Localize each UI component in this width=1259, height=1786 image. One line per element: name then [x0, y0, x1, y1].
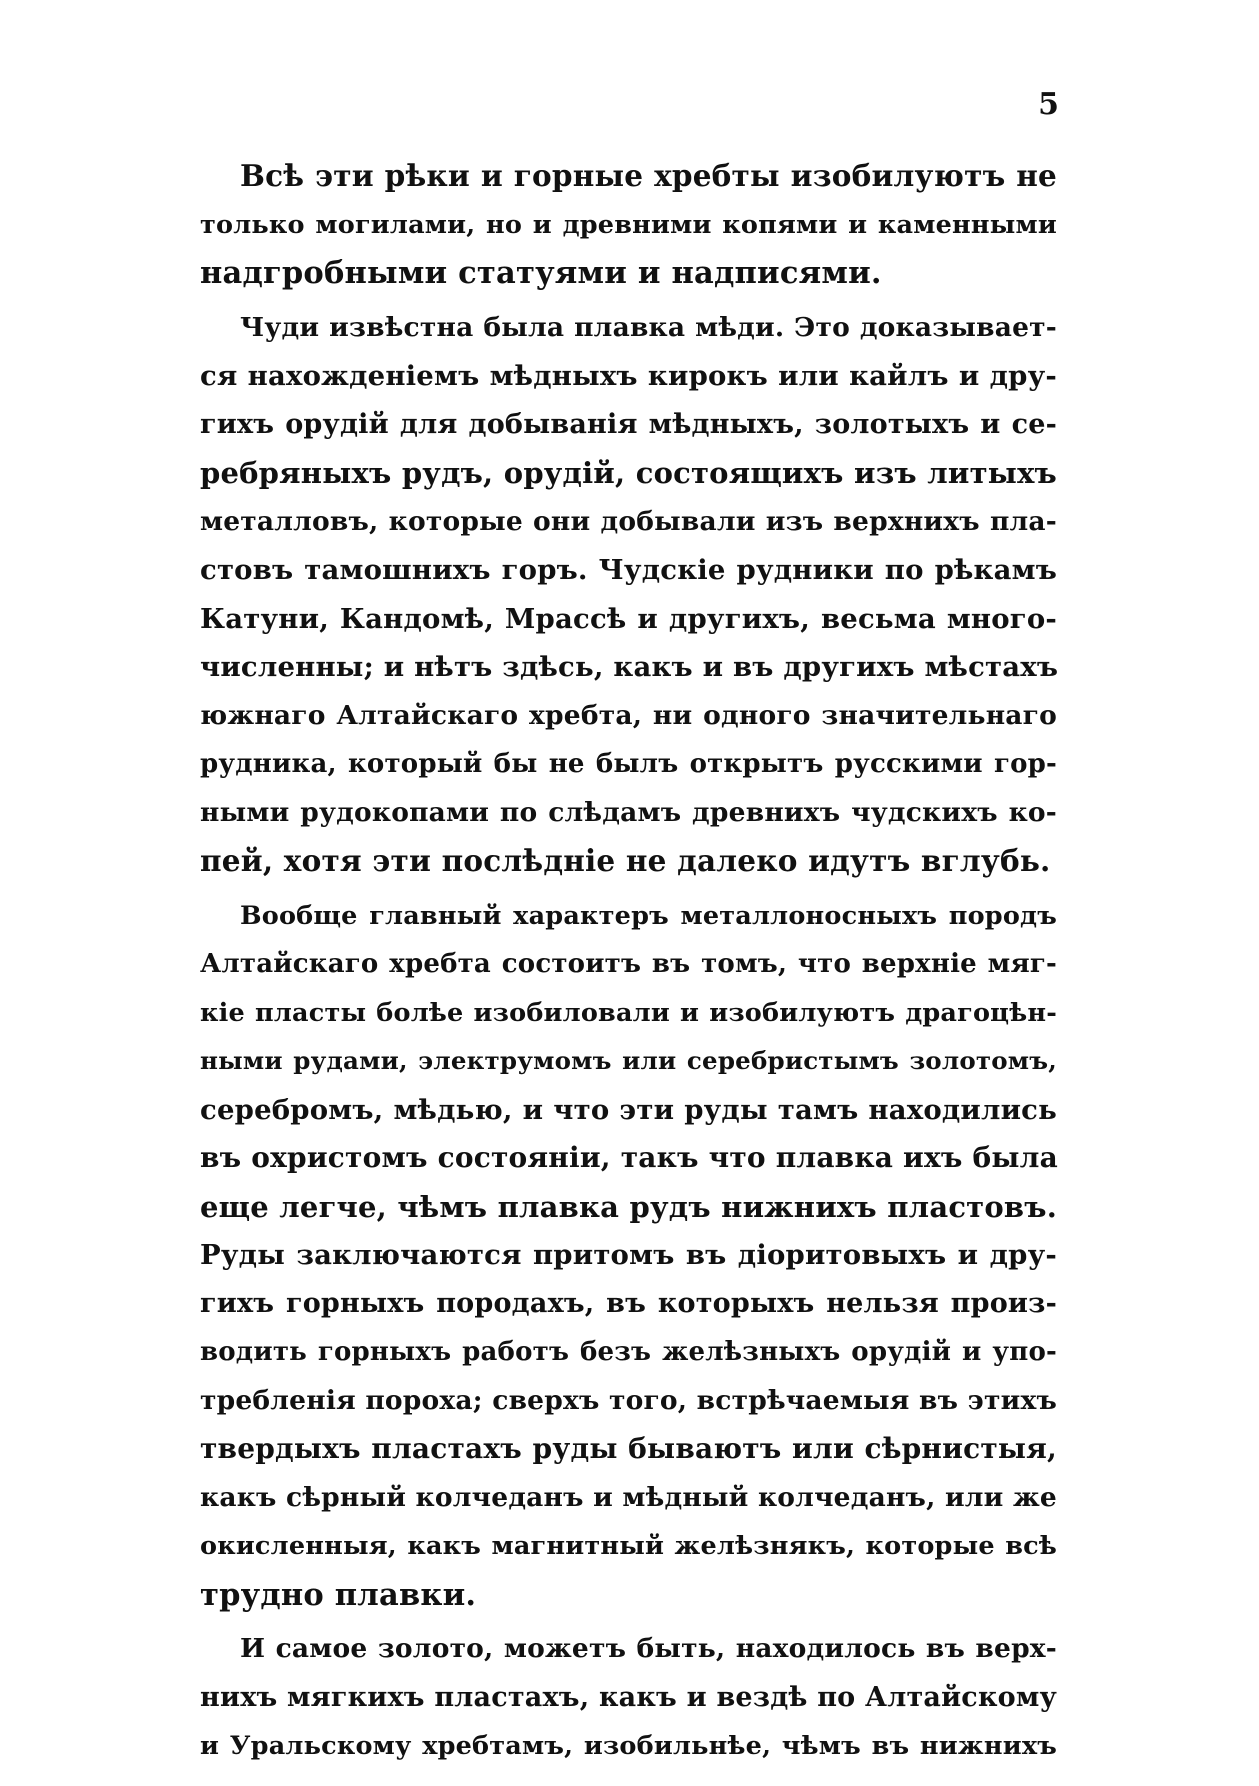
text-line: надгробными статуями и надписями.: [200, 255, 882, 291]
paragraph-2: [200, 304, 1057, 886]
text-line: ными рудами, электрумомъ или серебристымъ золотомъ,: [200, 1046, 1057, 1075]
text-line: трудно плавки.: [200, 1576, 477, 1613]
paragraph-1: [200, 152, 1057, 298]
text-line: только могилами, но и древними копями и каменными: [200, 209, 1057, 240]
text-line: окисленныя, какъ магнитный желѣзнякъ, которые всѣ: [200, 1531, 1057, 1561]
text-line: ся нахожденіемъ мѣдныхъ кирокъ или кайлъ и дру-: [200, 360, 1057, 392]
text-line: водить горныхъ работъ безъ желѣзныхъ орудій и упо-: [200, 1337, 1057, 1367]
text-line: Алтайскаго хребта состоитъ въ томъ, что верхніе мяг-: [200, 949, 1057, 979]
text-line: численны; и нѣтъ здѣсь, какъ и въ другихъ мѣстахъ: [200, 651, 1059, 683]
text-line: нихъ мягкихъ пластахъ, какъ и вездѣ по Алтайскому: [200, 1681, 1057, 1713]
text-line: Руды заключаются притомъ въ діоритовыхъ и дру-: [200, 1239, 1057, 1271]
text-line: еще легче, чѣмъ плавка рудъ нижнихъ пластовъ.: [200, 1189, 1057, 1224]
text-line: Чуди извѣстна была плавка мѣди. Это доказывает-: [240, 311, 1057, 343]
text-line: Всѣ эти рѣки и горные хребты изобилуютъ не: [240, 158, 1057, 193]
text-line: ными рудокопами по слѣдамъ древнихъ чудскихъ ко-: [200, 796, 1057, 828]
text-line: рудника, который бы не былъ открытъ русскими гор-: [200, 749, 1057, 779]
text-line: стовъ тамошнихъ горъ. Чудскіе рудники по рѣкамъ: [200, 554, 1057, 586]
text-line: Вообще главный характеръ металлоносныхъ породъ: [240, 900, 1057, 931]
text-line: южнаго Алтайскаго хребта, ни одного значительнаго: [200, 699, 1057, 731]
text-line: пей, хотя эти послѣдніе не далеко идутъ вглубь.: [200, 843, 1051, 878]
text-line: и Уральскому хребтамъ, изобильнѣе, чѣмъ въ нижнихъ: [200, 1731, 1057, 1761]
text-line: гихъ орудій для добыванія мѣдныхъ, золотыхъ и се-: [200, 408, 1057, 440]
paragraph-3: [200, 892, 1057, 1620]
text-line: И самое золото, можетъ быть, находилось въ верх-: [240, 1633, 1057, 1664]
text-line: въ охристомъ состояніи, такъ что плавка ихъ была: [200, 1141, 1058, 1174]
text-line: металловъ, которые они добывали изъ верхнихъ пла-: [200, 505, 1057, 537]
text-line: твердыхъ пластахъ руды бываютъ или сѣрнистыя,: [200, 1432, 1057, 1465]
text-line: Катуни, Кандомѣ, Мрассѣ и другихъ, весьма много-: [200, 602, 1057, 635]
text-line: требленія пороха; сверхъ того, встрѣчаемыя въ этихъ: [200, 1384, 1057, 1416]
text-line: гихъ горныхъ породахъ, въ которыхъ нельзя произ-: [200, 1287, 1057, 1319]
text-line: ребряныхъ рудъ, орудій, состоящихъ изъ литыхъ: [200, 456, 1057, 490]
text-line: какъ сѣрный колчеданъ и мѣдный колчеданъ, или же: [200, 1481, 1057, 1513]
text-line: серебромъ, мѣдью, и что эти руды тамъ находились: [200, 1093, 1057, 1126]
body-text: [200, 152, 1057, 1777]
text-line: кіе пласты болѣе изобиловали и изобилуютъ драгоцѣн-: [200, 997, 1057, 1028]
paragraph-4: [200, 1625, 1057, 1771]
page-number: 5: [1038, 87, 1059, 122]
